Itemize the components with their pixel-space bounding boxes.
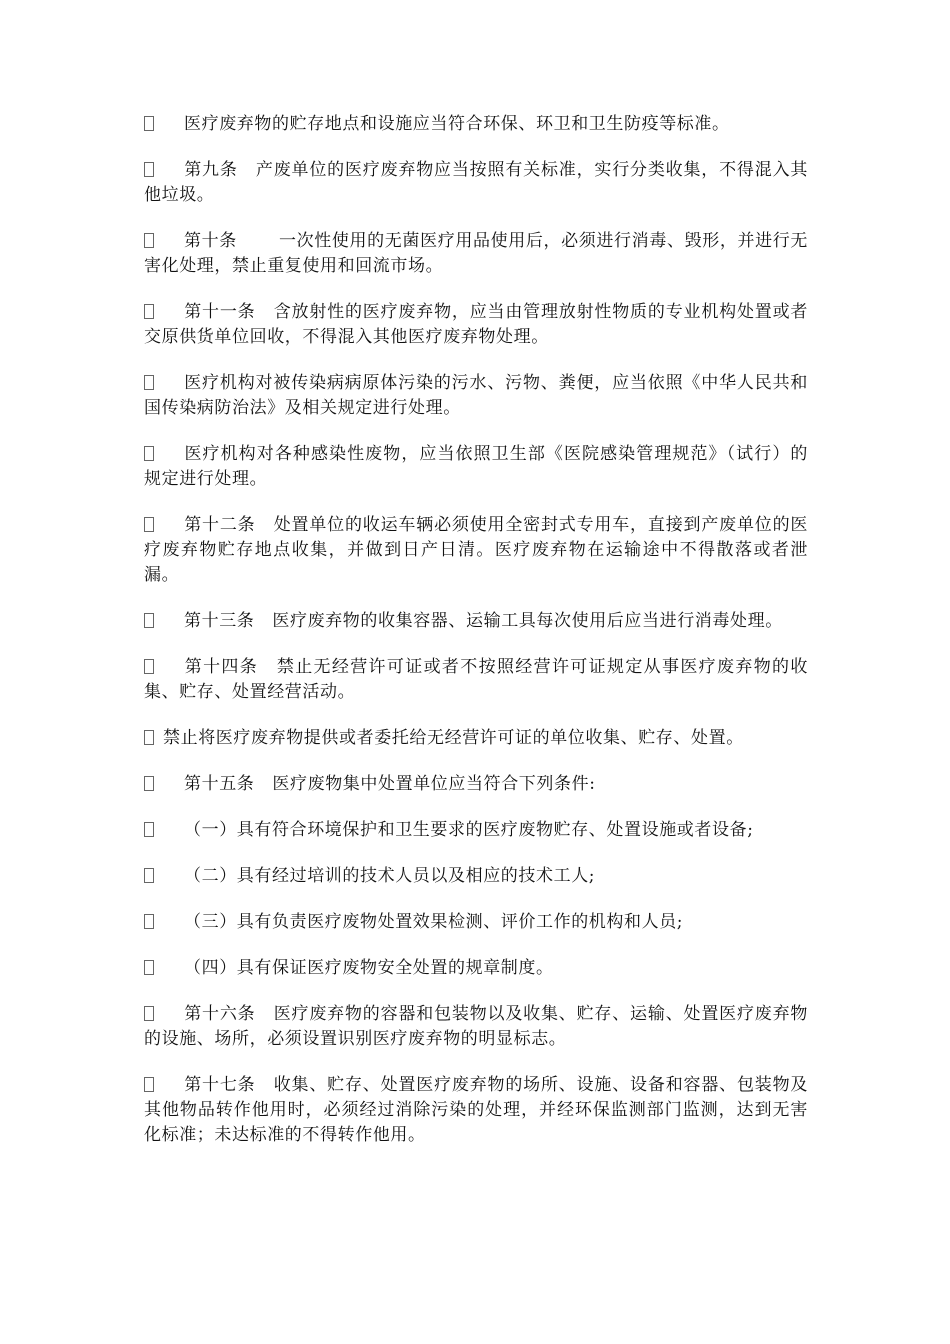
bullet-mark-icon	[144, 914, 154, 929]
paragraph-text: 收集、贮存、处置医疗废弃物的场所、设施、设备和容器、包装物及其他物品转作他用时，必须经过消除污染的处理，并经环保监测部门监测，达到无害化标准；未达标准的不得转作他用。	[144, 1075, 809, 1145]
paragraph-prohibit-entrust	[144, 726, 808, 751]
bullet-mark-icon	[144, 1077, 154, 1092]
bullet-mark-icon	[144, 960, 154, 975]
article-number: 第十一条	[184, 302, 256, 322]
paragraph-article-11	[144, 300, 808, 350]
paragraph-text: 禁止无经营许可证或者不按照经营许可证规定从事医疗废弃物的收集、贮存、处置经营活动。	[144, 657, 808, 702]
paragraph-text: 医疗废弃物的容器和包装物以及收集、贮存、运输、处置医疗废弃物的设施、场所，必须设置识别医疗废弃物的明显标志。	[144, 1004, 809, 1049]
paragraph-article-16	[144, 1002, 808, 1052]
paragraph-text: 处置单位的收运车辆必须使用全密封式专用车，直接到产废单位的医疗废弃物贮存地点收集，并做到日产日清。医疗废弃物在运输途中不得散落或者泄漏。	[144, 515, 809, 585]
paragraph-text: （二）具有经过培训的技术人员以及相应的技术工人;	[184, 866, 596, 886]
paragraph-text: 含放射性的医疗废弃物，应当由管理放射性物质的专业机构处置或者交原供货单位回收，不得混入其他医疗废弃物处理。	[144, 302, 809, 347]
bullet-mark-icon	[144, 375, 154, 390]
paragraph-article-15	[144, 772, 808, 797]
paragraph-text: （四）具有保证医疗废物安全处置的规章制度。	[184, 958, 554, 978]
bullet-mark-icon	[144, 233, 154, 248]
paragraph-text: 产废单位的医疗废弃物应当按照有关标准，实行分类收集，不得混入其他垃圾。	[144, 160, 808, 205]
bullet-mark-icon	[144, 1006, 154, 1021]
paragraph-infectious-waste	[144, 442, 808, 492]
bullet-mark-icon	[144, 162, 154, 177]
paragraph-text: 医疗废弃物的贮存地点和设施应当符合环保、环卫和卫生防疫等标准。	[184, 114, 730, 134]
paragraph-text: 医疗废弃物的收集容器、运输工具每次使用后应当进行消毒处理。	[272, 611, 783, 631]
paragraph-text: 医疗废物集中处置单位应当符合下列条件:	[272, 774, 596, 794]
article-number: 第十六条	[184, 1004, 256, 1024]
paragraph-text: （一）具有符合环境保护和卫生要求的医疗废物贮存、处置设施或者设备;	[184, 820, 754, 840]
paragraph-text: 禁止将医疗废弃物提供或者委托给无经营许可证的单位收集、贮存、处置。	[163, 728, 744, 748]
paragraph-infectious-sewage	[144, 371, 808, 421]
bullet-mark-icon	[144, 304, 154, 319]
bullet-mark-icon	[144, 116, 154, 131]
bullet-mark-icon	[144, 446, 154, 461]
bullet-mark-icon	[144, 517, 154, 532]
paragraph-article-17	[144, 1073, 808, 1148]
paragraph-text: （三）具有负责医疗废物处置效果检测、评价工作的机构和人员;	[184, 912, 684, 932]
paragraph-article-12	[144, 513, 808, 588]
bullet-mark-icon	[144, 776, 154, 791]
paragraph-storage-standards	[144, 112, 808, 137]
paragraph-text: 医疗机构对被传染病病原体污染的污水、污物、粪便，应当依照《中华人民共和国传染病防治法》及相关规定进行处理。	[144, 373, 808, 418]
paragraph-condition-2	[144, 864, 808, 889]
paragraph-article-10	[144, 229, 808, 279]
paragraph-condition-4	[144, 956, 808, 981]
paragraph-article-9	[144, 158, 808, 208]
article-number: 第十四条	[184, 657, 259, 677]
bullet-mark-icon	[144, 659, 154, 674]
paragraph-text: 医疗机构对各种感染性废物，应当依照卫生部《医院感染管理规范》（试行）的规定进行处理。	[144, 444, 808, 489]
bullet-mark-icon	[144, 730, 154, 745]
paragraph-condition-1	[144, 818, 808, 843]
article-number: 第九条	[184, 160, 238, 180]
paragraph-article-14	[144, 655, 808, 705]
paragraph-condition-3	[144, 910, 808, 935]
article-number: 第十条	[184, 231, 237, 251]
article-number: 第十七条	[184, 1075, 256, 1095]
paragraph-text: 一次性使用的无菌医疗用品使用后，必须进行消毒、毁形，并进行无害化处理，禁止重复使用和回流市场。	[144, 231, 808, 276]
bullet-mark-icon	[144, 613, 154, 628]
article-number: 第十三条	[184, 611, 255, 631]
bullet-mark-icon	[144, 822, 154, 837]
document-page	[144, 112, 808, 1169]
bullet-mark-icon	[144, 868, 154, 883]
article-number: 第十五条	[184, 774, 255, 794]
paragraph-article-13	[144, 609, 808, 634]
article-number: 第十二条	[184, 515, 256, 535]
